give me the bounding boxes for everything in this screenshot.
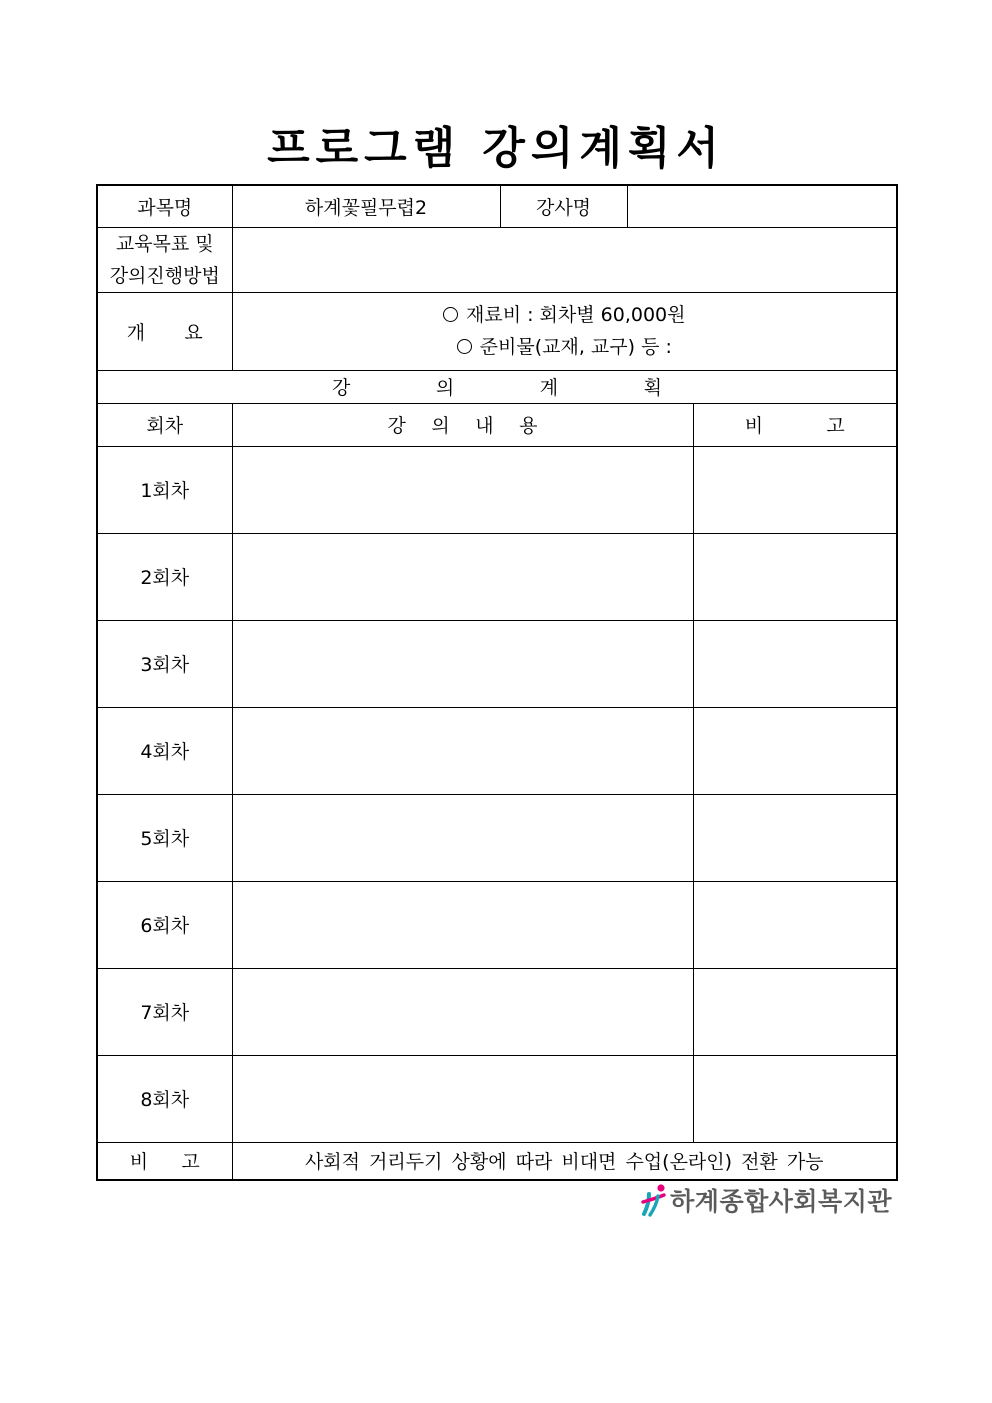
- session-row: [97, 968, 897, 1055]
- session-remarks[interactable]: [693, 533, 897, 620]
- plan-heading-char: 획: [643, 377, 662, 399]
- session-row: [97, 446, 897, 533]
- instructor-value[interactable]: [627, 185, 897, 227]
- plan-heading-row: [97, 370, 897, 403]
- session-label: 3회차: [97, 620, 232, 707]
- subject-row: [97, 185, 897, 227]
- session-row: [97, 707, 897, 794]
- note-row: [97, 1142, 897, 1180]
- subject-label: 과목명: [97, 185, 232, 227]
- session-remarks[interactable]: [693, 707, 897, 794]
- session-remarks[interactable]: [693, 620, 897, 707]
- content-header-char: 내: [475, 415, 494, 437]
- org-logo-icon: [640, 1183, 668, 1217]
- content-header-char: 용: [519, 415, 538, 437]
- session-label: 1회차: [97, 446, 232, 533]
- session-row: [97, 881, 897, 968]
- session-remarks[interactable]: [693, 881, 897, 968]
- overview-value[interactable]: [232, 292, 897, 370]
- session-content[interactable]: [232, 533, 693, 620]
- session-label: 5회차: [97, 794, 232, 881]
- content-header-char: 강: [387, 415, 406, 437]
- plan-heading-char: 강: [332, 377, 351, 399]
- circle-bullet-icon: [457, 339, 472, 354]
- session-row: [97, 1055, 897, 1142]
- overview-label: [97, 292, 232, 370]
- goals-label: [97, 227, 232, 292]
- remarks-column-header: [693, 403, 897, 446]
- session-label: 4회차: [97, 707, 232, 794]
- session-row: [97, 533, 897, 620]
- plan-heading-char: 의: [435, 377, 455, 399]
- org-name: 하계종합사회복지관: [670, 1187, 892, 1216]
- session-label: 8회차: [97, 1055, 232, 1142]
- circle-bullet-icon: [443, 307, 458, 322]
- note-text: 사회적 거리두기 상황에 따라 비대면 수업(온라인) 전환 가능: [232, 1142, 897, 1180]
- session-label: 2회차: [97, 533, 232, 620]
- session-remarks[interactable]: [693, 446, 897, 533]
- session-row: [97, 620, 897, 707]
- session-remarks[interactable]: [693, 794, 897, 881]
- session-content[interactable]: [232, 794, 693, 881]
- session-content[interactable]: [232, 881, 693, 968]
- overview-item-text: 재료비 : 회차별 60,000원: [466, 304, 686, 326]
- goals-value[interactable]: [232, 227, 897, 292]
- org-logo: [640, 1180, 892, 1220]
- session-label: 6회차: [97, 881, 232, 968]
- overview-item-materials: [233, 299, 897, 331]
- overview-row: [97, 292, 897, 370]
- session-content[interactable]: [232, 968, 693, 1055]
- plan-heading-char: 계: [539, 377, 559, 399]
- note-label: [97, 1142, 232, 1180]
- content-column-header: [232, 403, 693, 446]
- remarks-header-char: 고: [826, 415, 845, 437]
- session-column-header: 회차: [97, 403, 232, 446]
- column-header-row: [97, 403, 897, 446]
- content-header-char: 의: [431, 415, 450, 437]
- session-content[interactable]: [232, 1055, 693, 1142]
- overview-label-char: 요: [184, 321, 203, 344]
- session-content[interactable]: [232, 620, 693, 707]
- session-row: [97, 794, 897, 881]
- overview-item-supplies: [233, 331, 897, 363]
- remarks-header-char: 비: [744, 415, 764, 437]
- instructor-label: 강사명: [500, 185, 627, 227]
- plan-heading: [97, 370, 897, 403]
- session-content[interactable]: [232, 446, 693, 533]
- overview-label-char: 개: [126, 321, 146, 344]
- note-label-char: 비: [129, 1151, 149, 1174]
- session-remarks[interactable]: [693, 1055, 897, 1142]
- overview-item-text: 준비물(교재, 교구) 등 :: [479, 336, 672, 358]
- lecture-plan-form: [96, 184, 898, 1181]
- session-content[interactable]: [232, 707, 693, 794]
- goals-label-line2: 강의진행방법: [109, 264, 220, 287]
- goals-label-line1: 교육목표 및: [115, 232, 214, 255]
- subject-value[interactable]: 하계꽃필무렵2: [232, 185, 500, 227]
- session-remarks[interactable]: [693, 968, 897, 1055]
- page-title: 프로그램 강의계획서: [267, 123, 725, 174]
- goals-row: [97, 227, 897, 292]
- note-label-char: 고: [181, 1151, 200, 1174]
- session-label: 7회차: [97, 968, 232, 1055]
